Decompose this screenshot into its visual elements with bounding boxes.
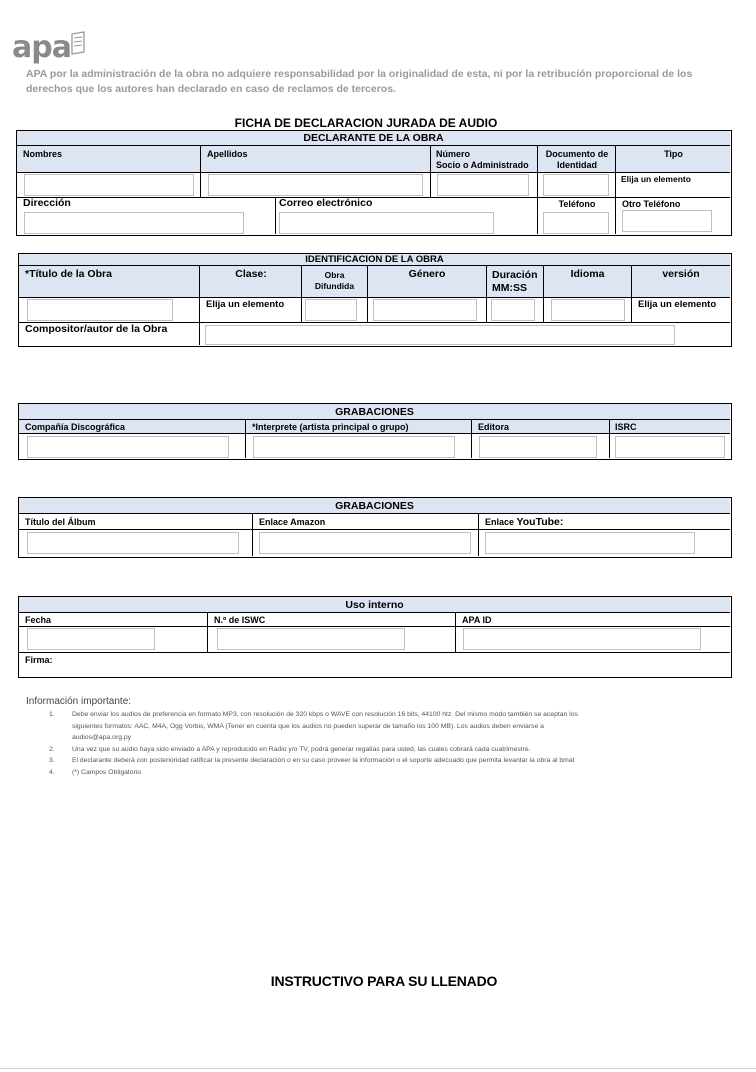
form-title: FICHA DE DECLARACION JURADA DE AUDIO [234,116,498,130]
idioma-field[interactable] [551,299,625,321]
titulo-obra-field[interactable] [27,299,173,321]
info-item-text: audios@apa.org.py [72,734,132,741]
obra-difundida-label: Obra Difundida [314,270,355,291]
version-label: versión [662,268,700,280]
apellidos-label: Apellidos [207,149,248,159]
otro-telefono-label: Otro Teléfono [622,199,681,209]
editora-field[interactable] [479,436,597,458]
iswc-field[interactable] [217,628,405,650]
uso-interno-header: Uso interno [19,597,730,613]
clase-select[interactable]: Elija un elemento [206,299,285,310]
nombres-label: Nombres [23,149,63,159]
youtube-label: Enlace YouTube: [485,516,564,528]
editora-label: Editora [478,422,510,432]
album-field[interactable] [27,532,239,554]
declarante-header: DECLARANTE DE LA OBRA [17,131,730,146]
tipo-label: Tipo [664,149,683,159]
info-item-number: 4. [49,768,55,776]
nombres-field[interactable] [24,174,194,196]
disclaimer-text: APA por la administración de la obra no adquiere responsabilidad por la originalidad de esta, ni por la retribución proporcional de los derechos que los autores han declarado en caso de reclamos de terceros. [26,68,693,95]
iswc-label: N.º de ISWC [214,615,266,625]
obra-difundida-field[interactable] [305,299,357,321]
documento-identidad-label: Documento de Identidad [545,149,609,170]
tipo-select[interactable]: Elija un elemento [621,174,691,184]
otro-telefono-field[interactable] [622,210,712,232]
bottom-divider [0,1068,756,1069]
grabaciones-section-2 [18,497,732,558]
info-item-number: 2. [49,745,55,753]
info-title: Información importante: [26,696,132,707]
duracion-field[interactable] [491,299,535,321]
numero-socio-field[interactable] [437,174,529,196]
apa-id-label: APA ID [462,615,492,625]
idioma-label: Idioma [570,268,605,280]
correo-label: Correo electrónico [279,197,373,209]
apa-id-field[interactable] [463,628,701,650]
youtube-field[interactable] [485,532,695,554]
telefono-label: Teléfono [558,199,596,209]
version-select[interactable]: Elija un elemento [638,299,717,310]
apellidos-field[interactable] [208,174,423,196]
compositor-label: Compositor/autor de la Obra [25,323,168,335]
compania-field[interactable] [27,436,229,458]
direccion-field[interactable] [24,212,244,234]
amazon-label: Enlace Amazon [259,517,326,527]
instructivo-title: INSTRUCTIVO PARA SU LLENADO [270,973,498,989]
clase-label: Clase: [235,268,267,280]
correo-field[interactable] [279,212,494,234]
documento-identidad-field[interactable] [543,174,609,196]
info-item-text: Una vez que su audio haya sido enviado a APA y reproducido en Radio y/o TV, podrá generar regalías para usted, las cuales cobrará cada cuatrimestre. [72,745,531,753]
compositor-field[interactable] [205,325,675,345]
genero-field[interactable] [373,299,477,321]
info-item-text: (*) Campos Obligatorio [72,768,142,776]
grabaciones-header-1: GRABACIONES [19,404,730,420]
titulo-obra-label: *Título de la Obra [25,268,112,280]
genero-label: Género [408,268,446,280]
grabaciones-header-2: GRABACIONES [19,498,730,514]
compania-label: Compañía Discográfica [25,422,126,432]
firma-label: Firma: [25,655,53,665]
telefono-field[interactable] [543,212,609,234]
amazon-field[interactable] [259,532,471,554]
info-item-text: El declarante deberá con posterioridad ratificar la presente declaración o en su caso proveer la información o el soporte adecuado que permita levantar la obra al bmat [72,757,575,764]
duracion-label: Duración MM:SS [492,269,538,294]
info-item-number: 3. [49,757,55,764]
fecha-field[interactable] [27,628,155,650]
uso-interno-section [18,596,732,678]
grabaciones-section-1 [18,403,732,460]
logo-mark-icon [70,30,88,56]
obra-header: IDENTIFICACION DE LA OBRA [19,254,730,266]
info-item-number: 1. [49,711,55,718]
declarante-section [16,130,732,236]
info-item-text: Debe enviar los audios de preferencia en formato MP3, con resolución de 320 kbps o WAVE con resolución 16 bits, 44100 htz. Del mismo modo también se aceptan los [72,711,578,718]
isrc-label: ISRC [615,422,637,432]
interprete-field[interactable] [253,436,455,458]
info-item-text: siguientes formatos: AAC, M4A, Ogg Vorbis, WMA (Tener en cuenta que los audios no pueden superar de tamaño los 100 MB). Los audios deben enviarse a [72,722,544,730]
direccion-label: Dirección [23,197,71,209]
interprete-label: *Interprete (artista principal o grupo) [252,422,409,432]
isrc-field[interactable] [615,436,725,458]
fecha-label: Fecha [25,615,52,625]
numero-socio-label: Número Socio o Administrado [436,149,529,170]
obra-section [18,253,732,347]
apa-logo: apa [12,30,71,65]
album-label: Título del Álbum [25,517,96,527]
